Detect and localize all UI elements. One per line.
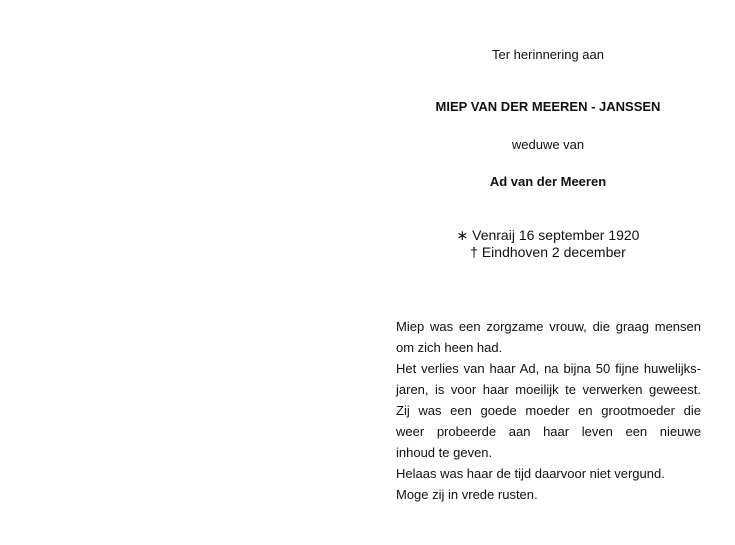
intro-text: Ter herinnering aan	[491, 47, 605, 62]
relation-text: weduwe van	[511, 137, 585, 152]
text-line: weer probeerde aan haar leven een nieuwe	[396, 424, 701, 439]
text-line: Moge zij in vrede rusten.	[396, 487, 538, 502]
death-line: † Eindhoven 2 december	[470, 244, 626, 260]
text-line: jaren, is voor haar moeilijk te verwerken geweest.	[396, 382, 701, 397]
text-line: Zij was een goede moeder en grootmoeder die	[396, 403, 701, 418]
text-line: om zich heen had.	[396, 340, 503, 355]
spouse-name: Ad van der Meeren	[489, 174, 607, 189]
text-line: Miep was een zorgzame vrouw, die graag mensen	[396, 319, 701, 334]
text-line: Helaas was haar de tijd daarvoor niet vergund.	[396, 466, 665, 481]
birth-line: ∗ Venraij 16 september 1920	[456, 227, 640, 243]
text-line: inhoud te geven.	[396, 445, 493, 460]
memorial-text	[396, 316, 701, 505]
deceased-name: MIEP VAN DER MEEREN - JANSSEN	[435, 99, 661, 114]
text-line: Het verlies van haar Ad, na bijna 50 fijne huwelijks-	[396, 361, 701, 376]
